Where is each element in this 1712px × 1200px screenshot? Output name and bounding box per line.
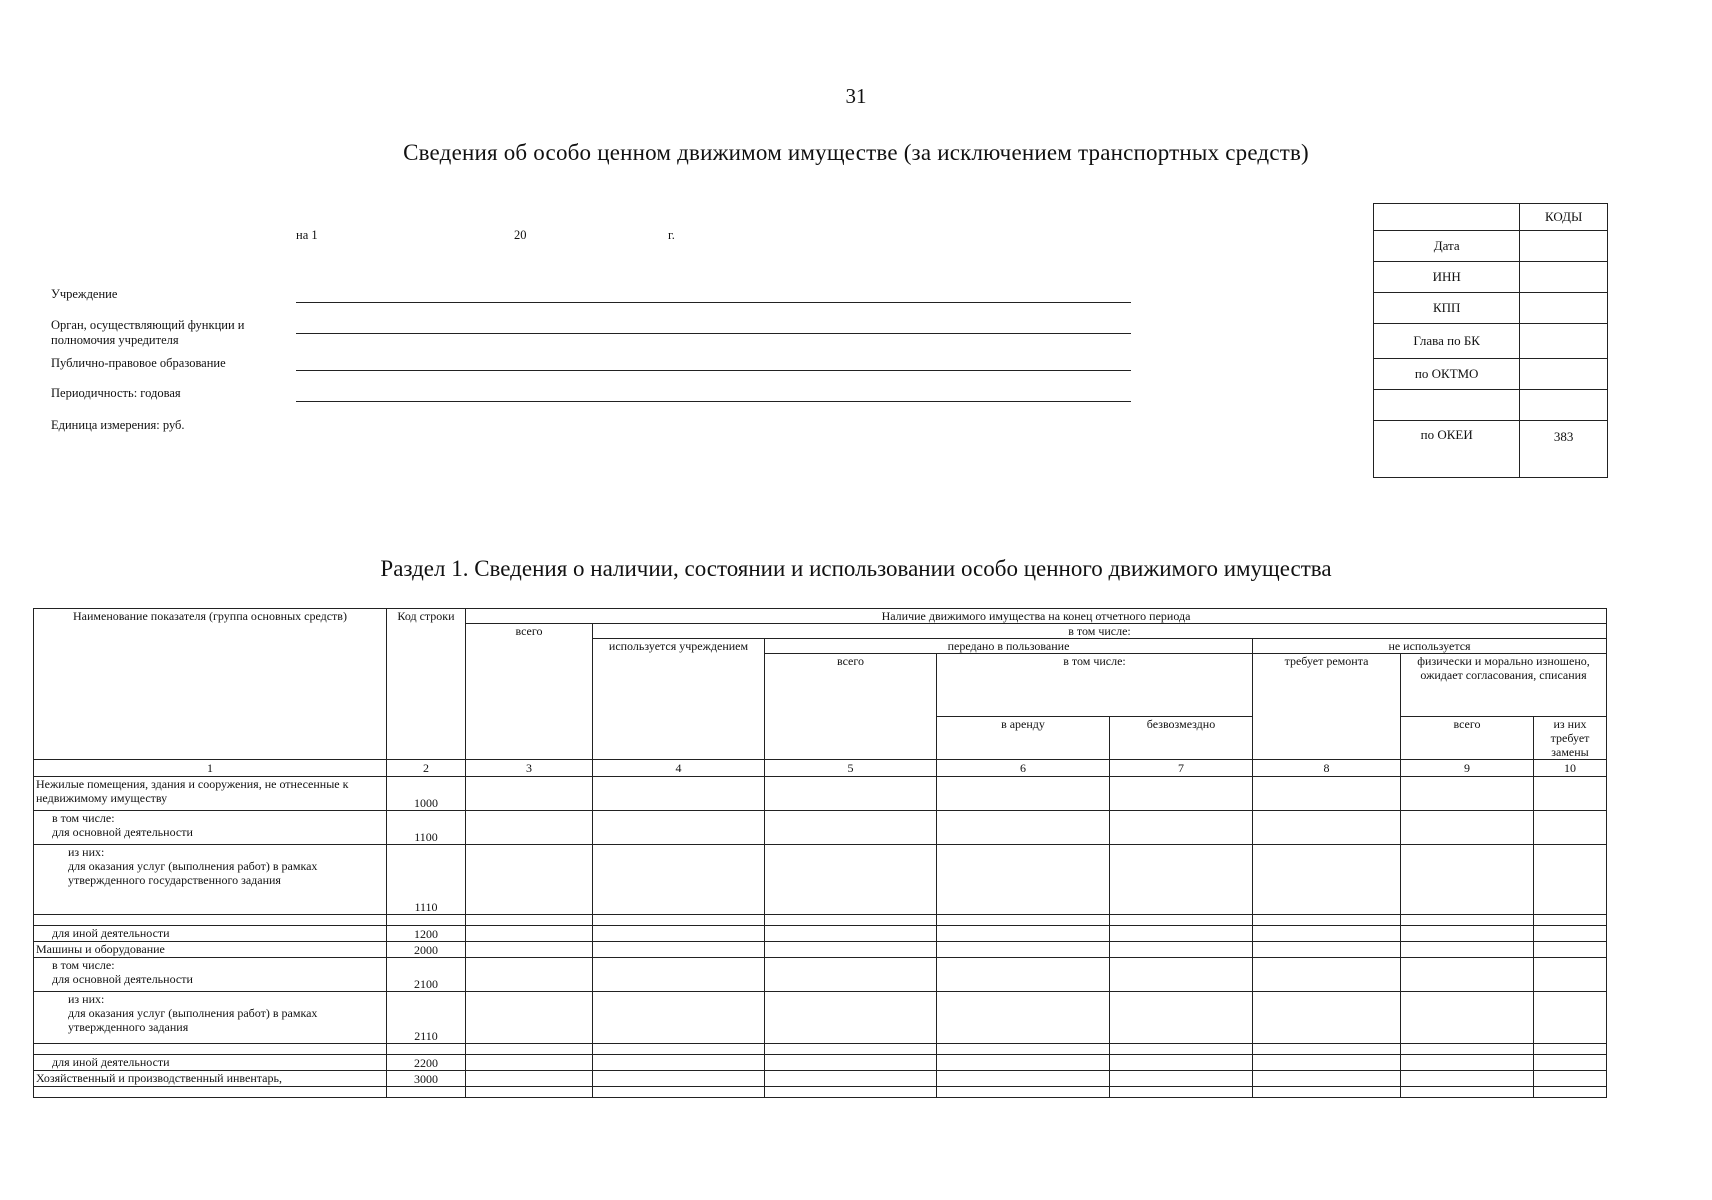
codes-table [1373, 203, 1608, 478]
col-header-worn-replace: из них требует замены [1534, 717, 1607, 760]
col-header-transferred-total: всего [765, 654, 937, 760]
cell[interactable] [593, 1071, 765, 1087]
spacer-cell [1253, 1044, 1401, 1055]
cell[interactable] [1401, 926, 1534, 942]
spacer-cell [1401, 1087, 1534, 1098]
code-value-oktmo[interactable] [1520, 359, 1608, 390]
spacer-cell [937, 1044, 1110, 1055]
row-code: 2200 [387, 1055, 466, 1071]
spacer-row [34, 915, 1607, 926]
cell[interactable] [1534, 777, 1607, 811]
public-entity-line[interactable] [296, 370, 1131, 371]
cell[interactable] [765, 777, 937, 811]
table-row [34, 958, 1607, 992]
spacer-cell [1253, 1087, 1401, 1098]
institution-label: Учреждение [51, 287, 118, 301]
cell[interactable] [1534, 1071, 1607, 1087]
cell[interactable] [466, 811, 593, 845]
cell[interactable] [1534, 1055, 1607, 1071]
col-header-worn-total: всего [1401, 717, 1534, 760]
cell[interactable] [1401, 958, 1534, 992]
row-name-group [34, 811, 387, 845]
spacer-cell [466, 915, 593, 926]
col-header-not-used: не используется [1253, 639, 1607, 654]
cell[interactable] [593, 1055, 765, 1071]
col-header-transferred: передано в пользование [765, 639, 1253, 654]
date-year: 20 [514, 228, 527, 242]
founder-label: Орган, осуществляющий функции и полномочия учредителя [51, 318, 245, 347]
unit-label: Единица измерения: руб. [51, 418, 185, 432]
col-header-used: используется учреждением [593, 639, 765, 760]
cell[interactable] [466, 845, 593, 915]
cell[interactable] [593, 942, 765, 958]
cell[interactable] [937, 958, 1110, 992]
cell[interactable] [1110, 942, 1253, 958]
code-label-date: Дата [1374, 231, 1520, 262]
cell[interactable] [1401, 845, 1534, 915]
row-code: 1100 [387, 811, 466, 845]
spacer-cell [937, 1087, 1110, 1098]
cell[interactable] [1534, 845, 1607, 915]
code-value-blank[interactable] [1520, 390, 1608, 421]
col-header-availability: Наличие движимого имущества на конец отчетного периода [466, 609, 1607, 624]
code-value-bk[interactable] [1520, 324, 1608, 359]
cell[interactable] [937, 1055, 1110, 1071]
cell[interactable] [1253, 811, 1401, 845]
spacer-cell [387, 1087, 466, 1098]
cell[interactable] [1401, 1071, 1534, 1087]
spacer-cell [387, 915, 466, 926]
cell[interactable] [937, 845, 1110, 915]
spacer-cell [1110, 915, 1253, 926]
code-value-okei: 383 [1520, 421, 1608, 478]
col-num-3: 3 [466, 760, 593, 777]
row-code: 1200 [387, 926, 466, 942]
row-name: для иной деятельности [34, 1055, 387, 1071]
col-num-8: 8 [1253, 760, 1401, 777]
col-num-10: 10 [1534, 760, 1607, 777]
spacer-cell [1534, 1044, 1607, 1055]
row-prefix: в том числе: [52, 811, 115, 825]
code-value-inn[interactable] [1520, 262, 1608, 293]
cell[interactable] [466, 1071, 593, 1087]
table-row [34, 845, 1607, 915]
cell[interactable] [937, 777, 1110, 811]
row-name: для основной деятельности [52, 972, 193, 986]
cell[interactable] [765, 845, 937, 915]
table-row [34, 926, 1607, 942]
code-label-blank [1374, 390, 1520, 421]
code-label-bk: Глава по БК [1374, 324, 1520, 359]
col-num-2: 2 [387, 760, 466, 777]
spacer-cell [593, 1044, 765, 1055]
cell[interactable] [937, 1071, 1110, 1087]
cell[interactable] [937, 942, 1110, 958]
col-num-9: 9 [1401, 760, 1534, 777]
cell[interactable] [1253, 926, 1401, 942]
cell[interactable] [466, 777, 593, 811]
codes-header-blank [1374, 204, 1520, 231]
col-header-free: безвозмездно [1110, 717, 1253, 760]
cell[interactable] [1253, 958, 1401, 992]
row-name: Нежилые помещения, здания и сооружения, не отнесенные к недвижимому имуществу [34, 777, 387, 811]
code-label-oktmo: по ОКТМО [1374, 359, 1520, 390]
cell[interactable] [593, 958, 765, 992]
cell[interactable] [765, 942, 937, 958]
code-value-date[interactable] [1520, 231, 1608, 262]
form-title: Сведения об особо ценном движимом имуществе (за исключением транспортных средств) [403, 140, 1309, 165]
table-row [34, 1071, 1607, 1087]
cell[interactable] [1401, 777, 1534, 811]
cell[interactable] [1401, 811, 1534, 845]
row-code: 2000 [387, 942, 466, 958]
cell[interactable] [765, 1055, 937, 1071]
cell[interactable] [466, 958, 593, 992]
col-num-5: 5 [765, 760, 937, 777]
cell[interactable] [1401, 1055, 1534, 1071]
spacer-cell [34, 915, 387, 926]
cell[interactable] [1253, 992, 1401, 1044]
spacer-cell [466, 1044, 593, 1055]
row-code: 1000 [387, 777, 466, 811]
col-header-worn-out: физически и морально изношено, ожидает согласования, списания [1401, 654, 1607, 717]
spacer-cell [593, 1087, 765, 1098]
public-entity-label: Публично-правовое образование [51, 356, 226, 370]
cell[interactable] [1110, 1055, 1253, 1071]
row-code: 2100 [387, 958, 466, 992]
cell[interactable] [1110, 1071, 1253, 1087]
cell[interactable] [593, 992, 765, 1044]
cell[interactable] [937, 926, 1110, 942]
cell[interactable] [1110, 845, 1253, 915]
spacer-cell [765, 915, 937, 926]
periodicity-label: Периодичность: годовая [51, 386, 181, 400]
row-name: Машины и оборудование [34, 942, 387, 958]
cell[interactable] [1534, 992, 1607, 1044]
date-suffix: г. [668, 228, 675, 242]
row-prefix: в том числе: [52, 958, 115, 972]
row-prefix: из них: [68, 992, 105, 1006]
code-label-okei: по ОКЕИ [1374, 421, 1520, 478]
spacer-cell [34, 1044, 387, 1055]
cell[interactable] [1110, 811, 1253, 845]
col-num-1: 1 [34, 760, 387, 777]
cell[interactable] [1534, 942, 1607, 958]
row-name: Хозяйственный и производственный инвентарь, [34, 1071, 387, 1087]
cell[interactable] [937, 811, 1110, 845]
code-value-kpp[interactable] [1520, 293, 1608, 324]
row-code: 2110 [387, 992, 466, 1044]
cell[interactable] [466, 926, 593, 942]
cell[interactable] [765, 1071, 937, 1087]
spacer-cell [937, 915, 1110, 926]
row-name-group [34, 958, 387, 992]
spacer-cell [1110, 1087, 1253, 1098]
col-header-code: Код строки [387, 609, 466, 760]
cell[interactable] [593, 811, 765, 845]
cell[interactable] [1253, 1071, 1401, 1087]
col-num-6: 6 [937, 760, 1110, 777]
cell[interactable] [466, 992, 593, 1044]
cell[interactable] [1253, 1055, 1401, 1071]
spacer-cell [593, 915, 765, 926]
table-row [34, 811, 1607, 845]
founder-line[interactable] [296, 333, 1131, 334]
spacer-cell [466, 1087, 593, 1098]
spacer-cell [765, 1087, 937, 1098]
col-header-transferred-including: в том числе: [937, 654, 1253, 717]
cell[interactable] [466, 942, 593, 958]
cell[interactable] [1253, 845, 1401, 915]
table-row [34, 1055, 1607, 1071]
cell[interactable] [593, 777, 765, 811]
cell[interactable] [1110, 992, 1253, 1044]
table-row [34, 777, 1607, 811]
spacer-cell [1401, 915, 1534, 926]
spacer-cell [1110, 1044, 1253, 1055]
spacer-cell [387, 1044, 466, 1055]
spacer-row [34, 1087, 1607, 1098]
row-name-group [34, 845, 387, 915]
institution-line[interactable] [296, 302, 1131, 303]
row-name: для иной деятельности [34, 926, 387, 942]
row-code: 1110 [387, 845, 466, 915]
col-header-needs-repair: требует ремонта [1253, 654, 1401, 760]
cell[interactable] [1534, 958, 1607, 992]
row-code: 3000 [387, 1071, 466, 1087]
spacer-cell [34, 1087, 387, 1098]
cell[interactable] [1401, 942, 1534, 958]
cell[interactable] [1253, 942, 1401, 958]
table-row [34, 992, 1607, 1044]
col-header-name: Наименование показателя (группа основных средств) [34, 609, 387, 760]
codes-header: КОДЫ [1520, 204, 1608, 231]
section-title: Раздел 1. Сведения о наличии, состоянии и использовании особо ценного движимого имущества [380, 556, 1332, 581]
cell[interactable] [1253, 777, 1401, 811]
spacer-row [34, 1044, 1607, 1055]
cell[interactable] [593, 926, 765, 942]
row-name-group [34, 992, 387, 1044]
spacer-cell [1401, 1044, 1534, 1055]
row-name: для основной деятельности [52, 825, 193, 839]
spacer-cell [1534, 915, 1607, 926]
col-header-including: в том числе: [593, 624, 1607, 639]
cell[interactable] [765, 811, 937, 845]
code-label-inn: ИНН [1374, 262, 1520, 293]
code-label-kpp: КПП [1374, 293, 1520, 324]
cell[interactable] [1110, 926, 1253, 942]
cell[interactable] [593, 845, 765, 915]
row-prefix: из них: [68, 845, 105, 859]
periodicity-line [296, 401, 1131, 402]
table-row [34, 942, 1607, 958]
col-header-rent: в аренду [937, 717, 1110, 760]
cell[interactable] [765, 926, 937, 942]
row-name: для оказания услуг (выполнения работ) в рамках утвержденного государственного задания [68, 859, 318, 887]
date-prefix: на 1 [296, 228, 318, 242]
col-header-total: всего [466, 624, 593, 760]
row-name: для оказания услуг (выполнения работ) в рамках утвержденного задания [68, 1006, 318, 1034]
col-num-4: 4 [593, 760, 765, 777]
cell[interactable] [1534, 811, 1607, 845]
cell[interactable] [765, 992, 937, 1044]
cell[interactable] [1401, 992, 1534, 1044]
cell[interactable] [466, 1055, 593, 1071]
cell[interactable] [937, 992, 1110, 1044]
spacer-cell [1253, 915, 1401, 926]
page-number: 31 [845, 84, 867, 108]
spacer-cell [765, 1044, 937, 1055]
cell[interactable] [1534, 926, 1607, 942]
spacer-cell [1534, 1087, 1607, 1098]
cell[interactable] [765, 958, 937, 992]
cell[interactable] [1110, 777, 1253, 811]
property-table [33, 608, 1607, 1098]
col-num-7: 7 [1110, 760, 1253, 777]
cell[interactable] [1110, 958, 1253, 992]
